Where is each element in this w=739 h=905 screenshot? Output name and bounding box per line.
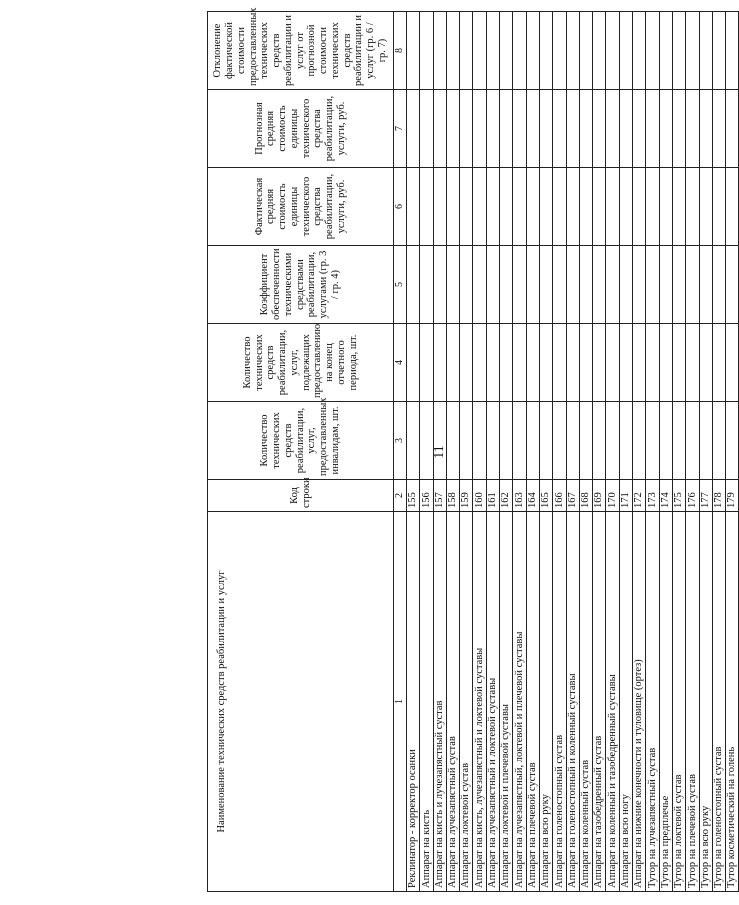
empty-cell-col-8 [473, 12, 486, 90]
empty-cell-col-7 [726, 90, 739, 168]
empty-cell-col-3 [672, 402, 685, 480]
empty-cell-col-5 [526, 246, 539, 324]
table-row [486, 12, 499, 892]
row-code-cell: 165 [539, 480, 552, 512]
empty-cell-col-8 [460, 12, 473, 90]
column-number: 5 [394, 246, 407, 324]
table-row [699, 12, 712, 892]
table-row [659, 12, 672, 892]
empty-cell-col-6 [633, 168, 646, 246]
empty-cell-col-4 [420, 324, 433, 402]
empty-cell-col-7 [446, 90, 459, 168]
row-name-cell: Аппарат на голеностопный сустав [553, 512, 566, 892]
column-number: 8 [394, 12, 407, 90]
empty-cell-col-5 [593, 246, 606, 324]
empty-cell-col-4 [619, 324, 632, 402]
empty-cell-col-4 [659, 324, 672, 402]
empty-cell-col-7 [433, 90, 446, 168]
empty-cell-col-6 [566, 168, 579, 246]
header-col-3: Количество технических средств реабилитации, услуг, предоставленных инвалидам, шт. [208, 402, 394, 480]
empty-cell-col-5 [619, 246, 632, 324]
row-code-cell: 168 [579, 480, 592, 512]
empty-cell-col-3 [579, 402, 592, 480]
row-code-cell: 161 [486, 480, 499, 512]
column-number: 7 [394, 90, 407, 168]
row-code-cell: 170 [606, 480, 619, 512]
empty-cell-col-6 [433, 168, 446, 246]
empty-cell-col-6 [726, 168, 739, 246]
empty-cell-col-6 [460, 168, 473, 246]
empty-cell-col-3 [513, 402, 526, 480]
empty-cell-col-7 [553, 90, 566, 168]
empty-cell-col-8 [699, 12, 712, 90]
empty-cell-col-6 [513, 168, 526, 246]
row-code-cell: 160 [473, 480, 486, 512]
empty-cell-col-7 [526, 90, 539, 168]
table-row [712, 12, 725, 892]
empty-cell-col-5 [553, 246, 566, 324]
table-row [446, 12, 459, 892]
empty-cell-col-5 [566, 246, 579, 324]
empty-cell-col-4 [593, 324, 606, 402]
empty-cell-col-4 [500, 324, 513, 402]
empty-cell-col-8 [726, 12, 739, 90]
row-name-cell: Тутор на лучезапястный сустав [646, 512, 659, 892]
empty-cell-col-6 [593, 168, 606, 246]
column-number: 2 [394, 480, 407, 512]
empty-cell-col-6 [579, 168, 592, 246]
empty-cell-col-8 [672, 12, 685, 90]
page-number: 11 [432, 445, 447, 459]
header-col-7: Прогнозная средняя стоимость единицы технического средства реабилитации, услуги, руб. [208, 90, 394, 168]
empty-cell-col-7 [566, 90, 579, 168]
empty-cell-col-4 [407, 324, 420, 402]
table-row [606, 12, 619, 892]
empty-cell-col-6 [539, 168, 552, 246]
row-name-cell: Аппарат на голеностопный и коленный суставы [566, 512, 579, 892]
empty-cell-col-7 [686, 90, 699, 168]
empty-cell-col-7 [420, 90, 433, 168]
row-name-cell: Аппарат на плечевой сустав [526, 512, 539, 892]
header-col-2: Код строки [208, 480, 394, 512]
empty-cell-col-3 [407, 402, 420, 480]
empty-cell-col-5 [420, 246, 433, 324]
empty-cell-col-5 [672, 246, 685, 324]
rotated-table-frame [207, 7, 738, 892]
row-code-cell: 174 [659, 480, 672, 512]
table-row [593, 12, 606, 892]
row-name-cell: Тутор на предплечье [659, 512, 672, 892]
row-code-cell: 164 [526, 480, 539, 512]
row-name-cell: Тутор на плечевой сустав [686, 512, 699, 892]
empty-cell-col-8 [539, 12, 552, 90]
row-code-cell: 172 [633, 480, 646, 512]
empty-cell-col-4 [460, 324, 473, 402]
empty-cell-col-3 [633, 402, 646, 480]
table-row [513, 12, 526, 892]
empty-cell-col-4 [646, 324, 659, 402]
empty-cell-col-6 [646, 168, 659, 246]
empty-cell-col-7 [712, 90, 725, 168]
empty-cell-col-8 [513, 12, 526, 90]
table-row [433, 12, 446, 892]
row-name-cell: Аппарат на лучезапястный, локтевой и плечевой суставы [513, 512, 526, 892]
row-name-cell: Реклинатор - корректор осанки [407, 512, 420, 892]
empty-cell-col-4 [433, 324, 446, 402]
empty-cell-col-4 [446, 324, 459, 402]
empty-cell-col-4 [486, 324, 499, 402]
empty-cell-col-7 [486, 90, 499, 168]
row-name-cell: Тутор на локтевой сустав [672, 512, 685, 892]
empty-cell-col-7 [473, 90, 486, 168]
empty-cell-col-4 [473, 324, 486, 402]
empty-cell-col-5 [513, 246, 526, 324]
empty-cell-col-6 [473, 168, 486, 246]
empty-cell-col-5 [646, 246, 659, 324]
empty-cell-col-5 [686, 246, 699, 324]
empty-cell-col-3 [646, 402, 659, 480]
empty-cell-col-3 [539, 402, 552, 480]
empty-cell-col-7 [579, 90, 592, 168]
empty-cell-col-5 [446, 246, 459, 324]
empty-cell-col-3 [712, 402, 725, 480]
row-code-cell: 167 [566, 480, 579, 512]
empty-cell-col-6 [686, 168, 699, 246]
row-code-cell: 175 [672, 480, 685, 512]
empty-cell-col-8 [646, 12, 659, 90]
empty-cell-col-7 [633, 90, 646, 168]
column-number: 1 [394, 512, 407, 892]
table-row [566, 12, 579, 892]
table-row [539, 12, 552, 892]
table-row [672, 12, 685, 892]
empty-cell-col-4 [526, 324, 539, 402]
header-col-8: Отклонение фактической стоимости предоставленных технических средств реабилитации и услуг от прогнозной стоимости технических средств реабилитации и услуг (гр. 6 / гр. 7) [208, 12, 394, 90]
empty-cell-col-5 [712, 246, 725, 324]
table-row [579, 12, 592, 892]
empty-cell-col-3 [473, 402, 486, 480]
empty-cell-col-7 [619, 90, 632, 168]
row-code-cell: 158 [446, 480, 459, 512]
header-row [208, 12, 394, 892]
empty-cell-col-5 [633, 246, 646, 324]
empty-cell-col-4 [606, 324, 619, 402]
empty-cell-col-4 [672, 324, 685, 402]
row-name-cell: Аппарат на нижние конечности и туловище (ортез) [633, 512, 646, 892]
empty-cell-col-3 [526, 402, 539, 480]
empty-cell-col-7 [593, 90, 606, 168]
row-code-cell: 176 [686, 480, 699, 512]
empty-cell-col-4 [566, 324, 579, 402]
empty-cell-col-5 [486, 246, 499, 324]
empty-cell-col-3 [566, 402, 579, 480]
row-name-cell: Аппарат на кисть и лучезапястный сустав [433, 512, 446, 892]
empty-cell-col-3 [593, 402, 606, 480]
empty-cell-col-5 [539, 246, 552, 324]
table-row [726, 12, 739, 892]
row-code-cell: 155 [407, 480, 420, 512]
empty-cell-col-6 [606, 168, 619, 246]
table-row [473, 12, 486, 892]
empty-cell-col-5 [433, 246, 446, 324]
table-container [207, 7, 738, 892]
empty-cell-col-8 [433, 12, 446, 90]
empty-cell-col-8 [420, 12, 433, 90]
empty-cell-col-6 [619, 168, 632, 246]
column-number: 4 [394, 324, 407, 402]
empty-cell-col-5 [460, 246, 473, 324]
row-code-cell: 157 [433, 480, 446, 512]
empty-cell-col-6 [486, 168, 499, 246]
empty-cell-col-4 [726, 324, 739, 402]
empty-cell-col-8 [566, 12, 579, 90]
empty-cell-col-8 [606, 12, 619, 90]
empty-cell-col-5 [500, 246, 513, 324]
header-col-5: Коэффициент обеспеченности техническими средствами реабилитации, услугами (гр. 3 / гр. 4) [208, 246, 394, 324]
empty-cell-col-8 [526, 12, 539, 90]
empty-cell-col-5 [407, 246, 420, 324]
table-body [407, 12, 739, 892]
table-row [526, 12, 539, 892]
row-code-cell: 178 [712, 480, 725, 512]
empty-cell-col-4 [513, 324, 526, 402]
row-name-cell: Аппарат на коленный и тазобедренный суставы [606, 512, 619, 892]
empty-cell-col-8 [619, 12, 632, 90]
row-name-cell: Аппарат на кисть [420, 512, 433, 892]
empty-cell-col-5 [699, 246, 712, 324]
empty-cell-col-6 [712, 168, 725, 246]
empty-cell-col-8 [553, 12, 566, 90]
row-code-cell: 173 [646, 480, 659, 512]
empty-cell-col-7 [407, 90, 420, 168]
row-name-cell: Аппарат на всю ногу [619, 512, 632, 892]
empty-cell-col-7 [672, 90, 685, 168]
empty-cell-col-8 [407, 12, 420, 90]
column-number: 6 [394, 168, 407, 246]
empty-cell-col-3 [619, 402, 632, 480]
empty-cell-col-7 [513, 90, 526, 168]
table-row [500, 12, 513, 892]
table-row [407, 12, 420, 892]
column-number: 3 [394, 402, 407, 480]
empty-cell-col-4 [553, 324, 566, 402]
empty-cell-col-4 [579, 324, 592, 402]
table-row [646, 12, 659, 892]
empty-cell-col-7 [500, 90, 513, 168]
empty-cell-col-7 [659, 90, 672, 168]
row-code-cell: 156 [420, 480, 433, 512]
row-name-cell: Аппарат на локтевой и плечевой суставы [500, 512, 513, 892]
row-name-cell: Тутор на голеностопный сустав [712, 512, 725, 892]
empty-cell-col-6 [699, 168, 712, 246]
empty-cell-col-8 [659, 12, 672, 90]
empty-cell-col-7 [460, 90, 473, 168]
header-col-6: Фактическая средняя стоимость единицы технического средства реабилитации, услуги, руб. [208, 168, 394, 246]
empty-cell-col-5 [473, 246, 486, 324]
empty-cell-col-8 [686, 12, 699, 90]
empty-cell-col-8 [579, 12, 592, 90]
empty-cell-col-8 [486, 12, 499, 90]
empty-cell-col-3 [686, 402, 699, 480]
row-code-cell: 166 [553, 480, 566, 512]
empty-cell-col-6 [420, 168, 433, 246]
row-code-cell: 177 [699, 480, 712, 512]
empty-cell-col-7 [646, 90, 659, 168]
row-name-cell: Аппарат на кисть, лучезапястный и локтевой суставы [473, 512, 486, 892]
empty-cell-col-6 [659, 168, 672, 246]
empty-cell-col-4 [712, 324, 725, 402]
empty-cell-col-8 [593, 12, 606, 90]
empty-cell-col-4 [686, 324, 699, 402]
empty-cell-col-6 [407, 168, 420, 246]
empty-cell-col-3 [433, 402, 446, 480]
table-row [633, 12, 646, 892]
empty-cell-col-3 [699, 402, 712, 480]
empty-cell-col-8 [633, 12, 646, 90]
row-name-cell: Тутор косметический на голень [726, 512, 739, 892]
table-row [553, 12, 566, 892]
row-code-cell: 179 [726, 480, 739, 512]
table-row [619, 12, 632, 892]
row-code-cell: 159 [460, 480, 473, 512]
empty-cell-col-6 [526, 168, 539, 246]
rehabilitation-means-table [207, 7, 739, 892]
row-name-cell: Аппарат на лучезапястный и локтевой суставы [486, 512, 499, 892]
row-name-cell: Аппарат на лучезапястный сустав [446, 512, 459, 892]
row-name-cell: Тутор на всю руку [699, 512, 712, 892]
row-code-cell: 163 [513, 480, 526, 512]
empty-cell-col-4 [633, 324, 646, 402]
row-name-cell: Аппарат на тазобедренный сустав [593, 512, 606, 892]
empty-cell-col-6 [553, 168, 566, 246]
empty-cell-col-3 [659, 402, 672, 480]
empty-cell-col-6 [672, 168, 685, 246]
row-code-cell: 169 [593, 480, 606, 512]
header-col-1: Наименование технических средств реабилитации и услуг [208, 512, 394, 892]
empty-cell-col-6 [446, 168, 459, 246]
table-row [420, 12, 433, 892]
empty-cell-col-3 [446, 402, 459, 480]
empty-cell-col-6 [500, 168, 513, 246]
row-name-cell: Аппарат на локтевой сустав [460, 512, 473, 892]
empty-cell-col-5 [579, 246, 592, 324]
empty-cell-col-3 [460, 402, 473, 480]
header-col-4: Количество технических средств реабилитации, услуг, подлежащих предоставлению на конец отчетного периода, шт. [208, 324, 394, 402]
empty-cell-col-5 [659, 246, 672, 324]
empty-cell-col-8 [446, 12, 459, 90]
table-row [686, 12, 699, 892]
empty-cell-col-5 [726, 246, 739, 324]
empty-cell-col-5 [606, 246, 619, 324]
empty-cell-col-3 [606, 402, 619, 480]
empty-cell-col-3 [420, 402, 433, 480]
row-name-cell: Аппарат на всю руку [539, 512, 552, 892]
empty-cell-col-3 [726, 402, 739, 480]
empty-cell-col-3 [500, 402, 513, 480]
row-name-cell: Аппарат на коленный сустав [579, 512, 592, 892]
empty-cell-col-3 [486, 402, 499, 480]
empty-cell-col-7 [606, 90, 619, 168]
empty-cell-col-3 [553, 402, 566, 480]
empty-cell-col-7 [539, 90, 552, 168]
table-row [460, 12, 473, 892]
row-code-cell: 171 [619, 480, 632, 512]
empty-cell-col-8 [712, 12, 725, 90]
empty-cell-col-4 [539, 324, 552, 402]
column-number-row [394, 12, 407, 892]
empty-cell-col-7 [699, 90, 712, 168]
empty-cell-col-8 [500, 12, 513, 90]
empty-cell-col-4 [699, 324, 712, 402]
row-code-cell: 162 [500, 480, 513, 512]
